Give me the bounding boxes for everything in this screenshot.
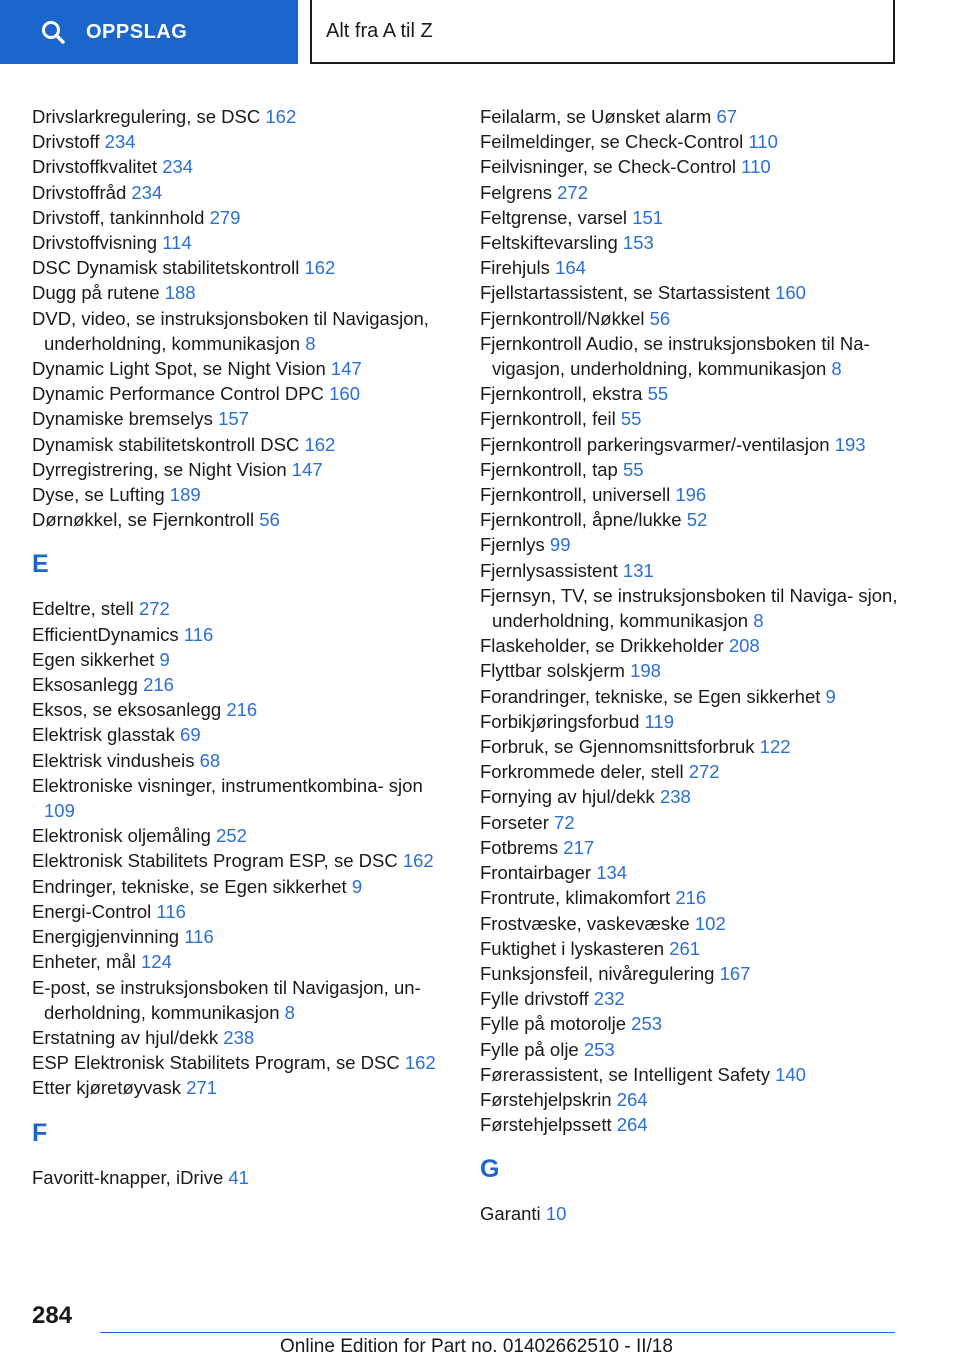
index-entry-page-link[interactable]: 234 [162,156,194,178]
index-entry [480,936,900,961]
index-entry-text: Drivstoffkvalitet [32,156,158,178]
index-entry [32,306,452,356]
index-entry-text: Fotbrems [480,836,559,858]
index-entry-text: Firehjuls [480,257,550,279]
index-entry [480,810,900,835]
index-entry [480,432,900,457]
index-entry-page-link[interactable]: 252 [216,825,247,847]
index-entry-page-link[interactable]: 208 [728,635,760,657]
index-entry-text: Elektroniske visninger, instrumentkombina‐ sjon [32,774,423,796]
index-entry-page-link[interactable]: 198 [630,660,661,682]
index-entry [32,672,452,697]
index-entry-page-link[interactable]: 162 [265,106,297,127]
index-entry-text: Fjernkontroll, universell [480,484,671,506]
index-entry-text: Fylle drivstoff [480,988,589,1010]
index-entry-page-link[interactable]: 217 [563,836,595,858]
index-entry-page-link[interactable]: 253 [631,1013,663,1035]
index-entry [480,734,900,759]
index-entry-page-link[interactable]: 114 [162,232,192,254]
index-entry-text: Garanti [480,1203,541,1225]
index-entry [32,924,452,949]
index-entry-text: Flaskeholder, se Drikkeholder [480,635,724,657]
index-entry-page-link[interactable]: 167 [719,962,751,984]
index-entry-page-link[interactable]: 238 [223,1026,255,1048]
index-entry-page-link[interactable]: 234 [131,181,163,203]
index-entry-page-link[interactable]: 8 [831,358,842,380]
index-entry-text: Fjernkontroll, ekstra [480,383,643,405]
index-entry-text: Feltgrense, varsel [480,206,628,228]
index-entry-page-link[interactable]: 9 [159,648,170,670]
index-entry [32,773,452,823]
index-entry [480,1011,900,1036]
index-entry-text: Dynamiske bremselys [32,408,213,430]
index-entry-text: Frostvæske, vaskevæske [480,912,690,934]
index-entry-page-link[interactable]: 67 [716,106,738,127]
index-entry [480,482,900,507]
index-entry-text: Frontairbager [480,862,592,884]
index-entry-page-link[interactable]: 69 [180,724,201,746]
index-entry [32,647,452,672]
index-entry-text: Favoritt-knapper, iDrive [32,1166,224,1188]
index-entry [32,622,452,647]
index-entry [480,280,900,305]
index-entry-text: Fjernkontroll, åpne/lukke [480,509,682,531]
index-entry-text: Eksosanlegg [32,674,138,696]
index-entry-page-link[interactable]: 8 [753,610,764,632]
index-entry [32,596,452,621]
index-entry-text: Fjernkontroll, tap [480,458,618,480]
index-entry-text: DVD, video, se instruksjonsboken til Navigasjon, underholdning, kommunikasjon [32,307,429,354]
index-entry-page-link[interactable]: 264 [616,1114,648,1136]
index-entry-text: Drivslarkregulering, se DSC [32,106,261,127]
index-entry [480,835,900,860]
index-entry [480,306,900,331]
index-entry [480,532,900,557]
index-entry-text: Energigjenvinning [32,926,180,948]
index-letter-heading: F [32,1118,48,1147]
index-entry-text: E-post, se instruksjonsboken til Navigasjon, un‐ derholdning, kommunikasjon [32,976,421,1023]
index-entry-page-link[interactable]: 253 [583,1038,615,1060]
index-entry-text: Drivstoffråd [32,181,127,203]
index-entry-page-link[interactable]: 162 [304,433,336,455]
index-entry-page-link[interactable]: 151 [632,206,664,228]
index-entry [32,406,452,431]
index-entry [32,1025,452,1050]
index-entry [32,975,452,1025]
index-entry-page-link[interactable]: 124 [141,951,172,973]
index-entry [480,583,900,633]
index-entry-page-link[interactable]: 216 [143,674,174,696]
index-entry [32,874,452,899]
index-entry-text: Funksjonsfeil, nivåregulering [480,962,715,984]
section-tab-oppslag[interactable] [0,0,298,64]
index-entry-page-link[interactable]: 216 [675,887,707,909]
index-entry [32,129,452,154]
index-entry [32,104,452,129]
index-entry [480,1062,900,1087]
index-entry [32,180,452,205]
index-entry [480,104,900,129]
index-entry-page-link[interactable]: 55 [647,383,669,405]
section-header [310,0,895,64]
index-entry-text: Edeltre, stell [32,598,134,620]
index-entry [32,848,452,873]
index-entry-text: Forseter [480,811,549,833]
index-entry-page-link[interactable]: 162 [404,1052,436,1074]
index-entry-page-link[interactable]: 41 [228,1166,249,1188]
index-entry [480,860,900,885]
index-entry-page-link[interactable]: 102 [694,912,726,934]
index-entry-text: Førstehjelpskrin [480,1088,612,1110]
index-entry [480,885,900,910]
index-entry-text: Feilmeldinger, se Check-Control [480,131,744,153]
index-entry-page-link[interactable]: 164 [555,257,586,279]
index-entry [32,356,452,381]
page-number: 284 [32,1302,73,1329]
index-entry [480,558,900,583]
index-entry [480,406,900,431]
index-entry [480,381,900,406]
index-entry-page-link[interactable]: 160 [329,383,360,405]
footer-divider [100,1332,895,1333]
index-entry-page-link[interactable]: 119 [644,710,675,732]
index-column-left [32,104,452,1190]
index-entry-text: Egen sikkerhet [32,648,155,670]
index-entry [32,1165,452,1190]
index-entry-page-link[interactable]: 188 [164,282,196,304]
index-entry [32,255,452,280]
index-entry-page-link[interactable]: 272 [688,761,720,783]
index-entry-text: Flyttbar solskjerm [480,660,625,682]
index-entry-page-link[interactable]: 56 [259,509,280,531]
index-entry-text: Forbruk, se Gjennomsnittsforbruk [480,736,755,758]
index-entry-page-link[interactable]: 10 [545,1203,567,1225]
index-entry-text: Dynamisk stabilitetskontroll DSC [32,433,300,455]
index-entry-page-link[interactable]: 193 [834,433,866,455]
index-entry-page-link[interactable]: 122 [759,736,791,758]
index-entry [32,823,452,848]
index-entry-page-link[interactable]: 131 [622,559,654,581]
index-entry-text: Eksos, se eksosanlegg [32,699,222,721]
index-entry-text: Fjernkontroll/Nøkkel [480,307,645,329]
index-entry [32,949,452,974]
index-entry-text: Frontrute, klimakomfort [480,887,671,909]
index-entry [480,911,900,936]
index-entry-text: Dynamic Light Spot, se Night Vision [32,358,326,380]
index-entry [480,230,900,255]
index-entry-text: Feltskiftevarsling [480,232,618,254]
index-entry-page-link[interactable]: 189 [169,484,201,506]
index-entry-text: Fjernlysassistent [480,559,618,581]
index-entry-text: Enheter, mål [32,951,136,973]
index-entry-page-link[interactable]: 116 [183,623,214,645]
index-entry-page-link[interactable]: 238 [659,786,691,808]
search-icon [40,19,66,45]
index-entry [32,697,452,722]
index-entry-text: Etter kjøretøyvask [32,1077,182,1099]
index-entry-text: Fjellstartassistent, se Startassistent [480,282,770,304]
index-entry [32,1075,452,1100]
index-entry-page-link[interactable]: 140 [775,1063,806,1085]
index-entry [32,432,452,457]
index-entry [480,507,900,532]
index-entry-page-link[interactable]: 147 [291,458,323,480]
index-entry-text: ESP Elektronisk Stabilitets Program, se DSC [32,1052,400,1074]
index-entry [480,457,900,482]
index-entry [480,255,900,280]
index-entry-page-link[interactable]: 9 [825,685,836,707]
index-letter-heading: G [480,1155,500,1184]
index-entry-page-link[interactable]: 109 [44,800,75,822]
index-entry-page-link[interactable]: 55 [622,458,644,480]
index-entry-text: Fjernlys [480,534,545,556]
index-entry-text: Elektronisk Stabilitets Program ESP, se DSC [32,850,398,872]
index-entry-text: Forbikjøringsforbud [480,710,640,732]
index-entry-text: Dørnøkkel, se Fjernkontroll [32,509,255,531]
index-entry-page-link[interactable]: 9 [351,875,363,897]
index-entry-page-link[interactable]: 271 [186,1077,218,1099]
index-entry [480,180,900,205]
index-entry-page-link[interactable]: 160 [775,282,806,304]
index-entry-page-link[interactable]: 110 [741,156,771,178]
index-entry-page-link[interactable]: 162 [304,257,336,279]
index-entry [480,633,900,658]
index-entry-page-link[interactable]: 55 [620,408,642,430]
index-entry-text: Drivstoffvisning [32,232,158,254]
index-entry-text: Fylle på olje [480,1038,579,1060]
index-entry-text: Førerassistent, se Intelligent Safety [480,1063,770,1085]
index-entry-text: Felgrens [480,181,552,203]
index-entry-page-link[interactable]: 261 [669,937,701,959]
index-entry-page-link[interactable]: 216 [226,699,258,721]
index-entry [480,658,900,683]
index-entry-page-link[interactable]: 147 [330,358,362,380]
index-entry-page-link[interactable]: 279 [209,206,241,228]
index-entry-text: Endringer, tekniske, se Egen sikkerhet [32,875,347,897]
section-tab-label: OPPSLAG [86,20,188,43]
index-entry-page-link[interactable]: 116 [184,926,214,948]
index-entry-page-link[interactable]: 8 [284,1001,295,1023]
index-entry-page-link[interactable]: 153 [622,232,654,254]
index-entry-page-link[interactable]: 110 [748,131,778,153]
footer-edition-text: Online Edition for Part no. 01402662510 - II/18 [280,1336,673,1357]
index-entry [480,759,900,784]
index-entry-page-link[interactable]: 99 [549,534,571,556]
index-entry-text: Feilalarm, se Uønsket alarm [480,106,712,127]
index-entry [32,722,452,747]
index-entry-page-link[interactable]: 272 [138,598,170,620]
index-entry-page-link[interactable]: 264 [616,1088,648,1110]
index-entry [32,381,452,406]
index-entry [480,709,900,734]
index-entry [32,507,452,532]
index-entry-text: Fjernkontroll Audio, se instruksjonsboken til Na‐ vigasjon, underholdning, kommunikasjon [480,332,870,380]
index-entry-page-link[interactable]: 8 [305,332,316,354]
index-entry [480,331,900,381]
index-entry-text: EfficientDynamics [32,623,179,645]
index-entry-text: Fjernkontroll, feil [480,408,616,430]
index-entry-text: Fornying av hjul/dekk [480,786,655,808]
index-entry-text: Forandringer, tekniske, se Egen sikkerhet [480,685,821,707]
index-entry [32,899,452,924]
index-entry-page-link[interactable]: 52 [686,509,708,531]
index-column-right [480,104,900,1227]
index-entry [480,1087,900,1112]
index-entry-text: Dyse, se Lufting [32,484,165,506]
index-entry-text: Fjernsyn, TV, se instruksjonsboken til Naviga‐ sjon, underholdning, kommunikasjon [480,584,898,632]
index-entry-page-link[interactable]: 196 [675,484,707,506]
index-entry [480,961,900,986]
index-entry-text: DSC Dynamisk stabilitetskontroll [32,257,300,279]
index-entry-text: Førstehjelpssett [480,1114,612,1136]
index-entry-page-link[interactable]: 272 [557,181,588,203]
index-entry [480,205,900,230]
section-title: Alt fra A til Z [326,19,433,42]
index-entry [32,482,452,507]
index-entry-page-link[interactable]: 134 [596,862,628,884]
index-entry-page-link[interactable]: 68 [199,749,221,771]
index-entry [480,1037,900,1062]
index-entry [32,457,452,482]
index-entry-text: Dugg på rutene [32,282,160,304]
index-letter-heading: E [32,550,49,579]
index-entry-text: Forkrommede deler, stell [480,761,684,783]
index-entry-page-link[interactable]: 72 [554,811,575,833]
index-entry-page-link[interactable]: 162 [402,850,434,872]
index-entry-text: Drivstoff [32,131,100,153]
index-entry [32,1050,452,1075]
index-entry [32,205,452,230]
index-entry-text: Dyrregistrering, se Night Vision [32,458,287,480]
index-entry [480,1201,900,1226]
index-entry-page-link[interactable]: 232 [593,988,625,1010]
index-entry [32,154,452,179]
index-entry [32,230,452,255]
index-entry [480,1112,900,1137]
index-entry-text: Dynamic Performance Control DPC [32,383,324,405]
index-entry [480,129,900,154]
index-entry-text: Drivstoff, tankinnhold [32,206,205,228]
index-entry-text: Fylle på motorolje [480,1013,627,1035]
index-entry-text: Elektronisk oljemåling [32,825,211,847]
index-entry-page-link[interactable]: 157 [218,408,249,430]
index-entry-text: Fjernkontroll parkeringsvarmer/-ventilasjon [480,433,830,455]
index-entry [32,748,452,773]
index-entry-text: Fuktighet i lyskasteren [480,937,665,959]
index-entry-text: Elektrisk vindusheis [32,749,195,771]
index-entry-text: Feilvisninger, se Check-Control [480,156,737,178]
index-entry-text: Elektrisk glasstak [32,724,175,746]
index-entry-text: Energi-Control [32,900,152,922]
index-entry [480,154,900,179]
index-entry [480,986,900,1011]
index-entry-page-link[interactable]: 234 [104,131,136,153]
index-entry [480,684,900,709]
index-entry [480,784,900,809]
index-entry [32,280,452,305]
index-entry-page-link[interactable]: 56 [649,307,671,329]
index-entry-page-link[interactable]: 116 [156,900,186,922]
index-entry-text: Erstatning av hjul/dekk [32,1026,219,1048]
